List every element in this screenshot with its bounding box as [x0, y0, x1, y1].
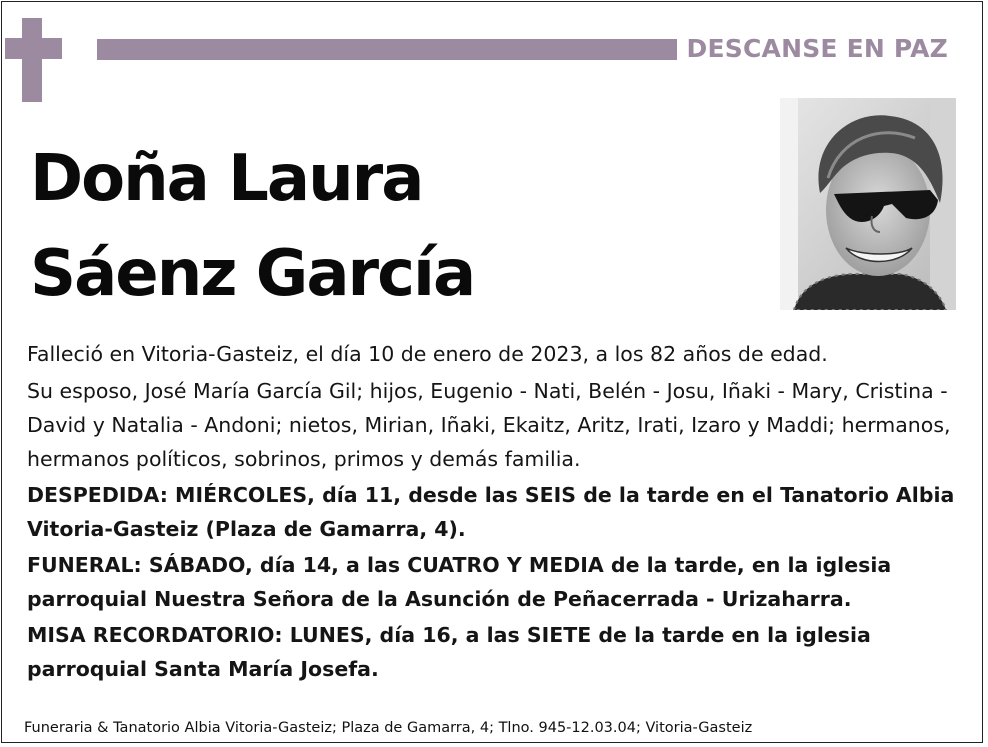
- funeral-home-footer: Funeraria & Tanatorio Albia Vitoria-Gasteiz; Plaza de Gamarra, 4; Tlno. 945-12.03.04; Vitoria-Gasteiz: [24, 720, 753, 736]
- cross-icon-vertical: [22, 18, 42, 102]
- deceased-portrait: [780, 98, 956, 310]
- header-divider-bar: [97, 39, 677, 60]
- obituary-notice: [1, 1, 983, 743]
- deceased-name: [30, 132, 474, 322]
- family-list: Su esposo, José María García Gil; hijos, Eugenio - Nati, Belén - Josu, Iñaki - Mary, Cristina - David y Natalia - Andoni; nietos, Mirian, Iñaki, Ekaitz, Aritz, Irati, Izaro y Maddi; hermanos, hermanos políticos, sobrinos, primos y demás familia.: [27, 379, 951, 471]
- farewell-details: DESPEDIDA: MIÉRCOLES, día 11, desde las SEIS de la tarde en el Tanatorio Albia Vitoria-Gasteiz (Plaza de Gamarra, 4).: [27, 483, 955, 541]
- portrait-image: [780, 98, 956, 310]
- header-tagline: DESCANSE EN PAZ: [686, 34, 948, 63]
- memorial-mass-details: MISA RECORDATORIO: LUNES, día 16, a las SIETE de la tarde en la iglesia parroquial Santa María Josefa.: [27, 623, 871, 681]
- death-announcement: Falleció en Vitoria-Gasteiz, el día 10 de enero de 2023, a los 82 años de edad.: [27, 342, 828, 366]
- notice-body: [27, 337, 957, 688]
- deceased-name-line-1: Doña Laura: [30, 142, 423, 216]
- cross-icon-horizontal: [5, 38, 62, 59]
- funeral-details: FUNERAL: SÁBADO, día 14, a las CUATRO Y MEDIA de la tarde, en la iglesia parroquial Nuestra Señora de la Asunción de Peñacerrada - Urizaharra.: [27, 553, 892, 611]
- deceased-name-line-2: Sáenz García: [30, 237, 475, 311]
